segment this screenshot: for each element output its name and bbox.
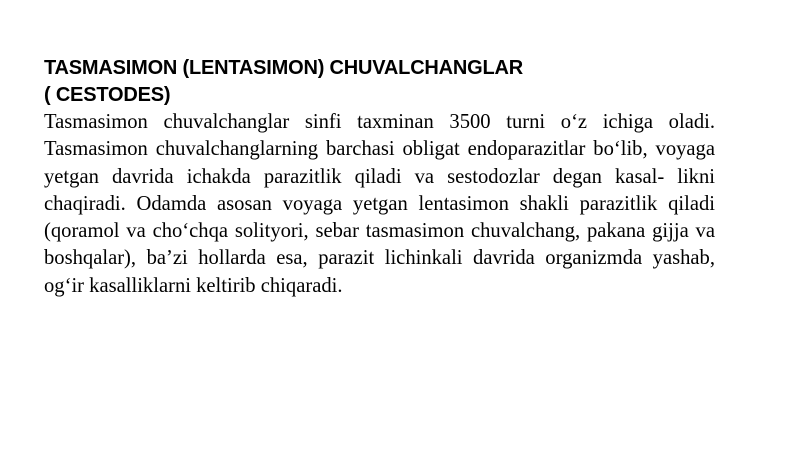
slide-content bbox=[44, 55, 715, 300]
title-line-1: TASMASIMON (LENTASIMON) CHUVALCHANGLAR bbox=[44, 57, 524, 79]
title-line-2: ( CESTODES) bbox=[44, 84, 171, 106]
slide-title bbox=[44, 55, 715, 109]
body-paragraph: Tasmasimon chuvalchanglar sinfi taxminan 3500 turni o‘z ichiga oladi. Tasmasimon chuvalchanglarning barchasi obligat endoparazitlar bo‘lib, voyaga yetgan davrida ichakda parazitlik qiladi va sestodozlar degan kasal- likni chaqiradi. Odamda asosan voyaga yetgan lentasimon shakli parazitlik qiladi (qoramol va cho‘chqa solityori, sebar tasmasimon chuvalchang, pakana gijja va boshqalar), ba’zi hollarda esa, parazit lichinkali davrida organizmda yashab, og‘ir kasalliklarni keltirib chiqaradi. bbox=[44, 111, 715, 297]
